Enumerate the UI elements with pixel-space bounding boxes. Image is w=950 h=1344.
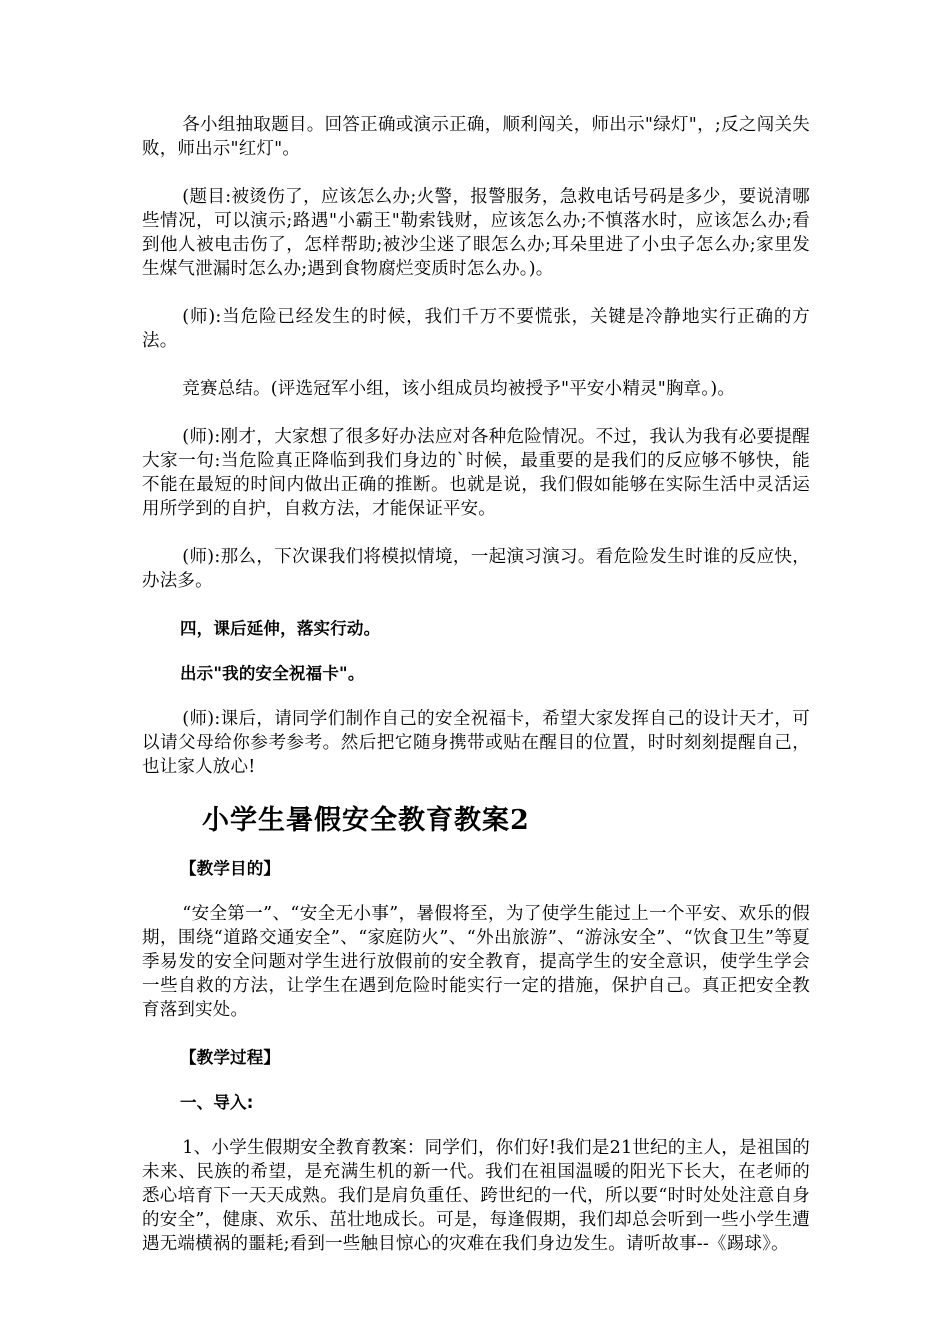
heading-teaching-goal: 【教学目的】	[179, 859, 281, 878]
heading-teaching-process: 【教学过程】	[179, 1048, 281, 1067]
paragraph-quiz-topics: (题目:被烫伤了，应该怎么办;火警，报警服务，急救电话号码是多少，要说清哪些情况，可以演示;路遇"小霸王"勒索钱财，应该怎么办;不慎落水时，应该怎么办;看到他人被电击伤了，怎样帮助;被沙尘迷了眼怎么办;耳朵里进了小虫子怎么办;家里发生煤气泄漏时怎么办;遇到食物腐烂变质时怎么办。)。	[142, 187, 810, 279]
heading-introduction: 一、导入:	[179, 1093, 254, 1112]
paragraph-teacher-calm: (师):当危险已经发生的时候，我们千万不要慌张，关键是冷静地实行正确的方法。	[142, 307, 810, 351]
paragraph-teacher-reminder: (师):刚才，大家想了很多好办法应对各种危险情况。不过，我认为我有必要提醒大家一句:当危险真正降临到我们身边的`时候，最重要的是我们的反应够不够快，能不能在最短的时间内做出正确的推断。也就是说，我们假如能够在实际生活中灵活运用所学到的自护，自救方法，才能保证平安。	[142, 427, 810, 519]
paragraph-safety-card: (师):课后，请同学们制作自己的安全祝福卡，希望大家发挥自己的设计天才，可以请父母给你参考参考。然后把它随身携带或贴在醒目的位置，时时刻刻提醒自己，也让家人放心!	[142, 709, 810, 777]
heading-section-four: 四，课后延伸，落实行动。	[179, 619, 381, 638]
heading-safety-card: 出示"我的安全祝福卡"。	[179, 664, 365, 683]
paragraph-teaching-goal: “安全第一”、“安全无小事”，暑假将至，为了使学生能过上一个平安、欢乐的假期，围绕“道路交通安全”、“家庭防火”、“外出旅游”、“游泳安全”、“饮食卫生”等夏季易发的安全问题对学生进行放假前的安全教育，提高学生的安全意识，使学生学会一些自救的方法，让学生在遇到危险时能实行一定的措施，保护自己。真正把安全教育落到实处。	[142, 904, 810, 1020]
paragraph-quiz-rules: 各小组抽取题目。回答正确或演示正确，顺利闯关，师出示"绿灯"，;反之闯关失败，师出示"红灯"。	[142, 115, 810, 159]
paragraph-introduction: 1、小学生假期安全教育教案：同学们，你们好!我们是21世纪的主人，是祖国的未来、民族的希望，是充满生机的新一代。我们在祖国温暖的阳光下长大，在老师的悉心培育下一天天成熟。我们是肩负重任、跨世纪的一代，所以要“时时处处注意自身的安全”，健康、欢乐、茁壮地成长。可是，每逢假期，我们却总会听到一些小学生遭遇无端横祸的噩耗;看到一些触目惊心的灾难在我们身边发生。请听故事--《踢球》。	[142, 1138, 810, 1254]
paragraph-contest-summary: 竞赛总结。(评选冠军小组，该小组成员均被授予"平安小精灵"胸章。)。	[182, 379, 736, 399]
document-title-2: 小学生暑假安全教育教案2	[202, 805, 530, 836]
document-body	[142, 113, 810, 1280]
paragraph-teacher-next-class: (师):那么，下次课我们将模拟情境，一起演习演习。看危险发生时谁的反应快，办法多。	[142, 547, 810, 591]
